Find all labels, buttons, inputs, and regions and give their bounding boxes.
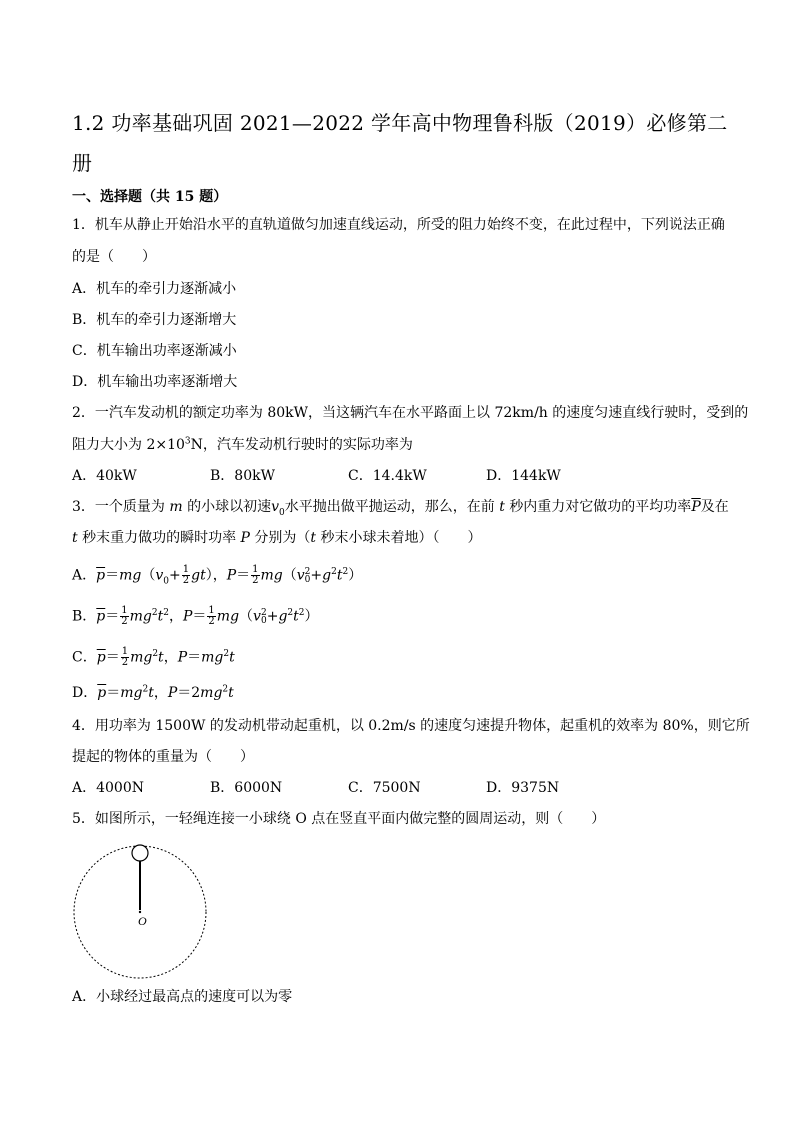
q4-option-a: A．4000N <box>72 780 144 796</box>
q4-stem-line1: 4．用功率为 1500W 的发动机带动起重机，以 0.2m/s 的速度匀速提升物体，起重机的效率为 80%，则它所 <box>72 718 750 734</box>
section-heading: 一、选择题（共 15 题） <box>72 189 228 205</box>
page-title: 1.2 功率基础巩固 2021—2022 学年高中物理鲁科版（2019）必修第二册 <box>72 111 728 175</box>
q2-option-b: B．80kW <box>210 468 275 484</box>
q2-stem-line1: 2．一汽车发动机的额定功率为 80kW，当这辆汽车在水平路面上以 72km/h 的速度匀速直线行驶时，受到的 <box>72 405 749 421</box>
q5-option-a: A．小球经过最高点的速度可以为零 <box>72 989 293 1005</box>
q1-stem-line2: 的是（ ） <box>72 249 156 265</box>
q3-option-b: B．$\overline{p}=$ $\frac{1}{2}$ $mg^2t^2$，P＝ $\frac{1}{2}$ mg（v 2 0 $+g^2t^2$） <box>72 605 319 627</box>
q3-stem-line1: 3．一个质量为 m 的小球以初速$v_0$水平抛出做平抛运动，那么，在前 t 秒内重力对它做功的平均功率$\overline{P}$及在 <box>72 499 729 518</box>
q3-option-a: A．$\overline{p}=mg(v_0+$ $\frac{1}{2}$ gt），P＝ $\frac{1}{2}$ mg（v 2 0 $+g^2t^2$） <box>72 564 363 587</box>
q3-option-c: C．$\overline{p}=$ $\frac{1}{2}$ $mg^2t$，$P=mg^2t$ <box>72 646 235 668</box>
q4-option-d: D．9375N <box>486 780 560 796</box>
q3-option-d: D．$\overline{p}=mg^2t$，$P=2mg^2t$ <box>72 684 234 701</box>
q4-option-c: C．7500N <box>348 780 421 796</box>
q4-stem-line2: 提起的物体的重量为（ ） <box>72 749 254 765</box>
q2-option-a: A．40kW <box>72 468 137 484</box>
q2-option-c: C．14.4kW <box>348 468 427 484</box>
q3-stem-line2: t 秒末重力做功的瞬时功率 P 分别为（t 秒末小球未着地）（ ） <box>72 530 482 546</box>
q2-option-d: D．144kW <box>486 468 561 484</box>
q5-stem: 5．如图所示，一轻绳连接一小球绕 O 点在竖直平面内做完整的圆周运动，则（ ） <box>72 811 606 827</box>
q1-stem-line1: 1．机车从静止开始沿水平的直轨道做匀加速直线运动，所受的阻力始终不变，在此过程中，下列说法正确 <box>72 217 725 233</box>
center-label: O <box>138 914 147 928</box>
q1-option-c: C．机车输出功率逐渐减小 <box>72 343 237 359</box>
q4-option-b: B．6000N <box>210 780 283 796</box>
circular-motion-figure <box>72 838 222 988</box>
center-point <box>139 911 141 913</box>
q1-option-d: D．机车输出功率逐渐增大 <box>72 374 238 390</box>
ball <box>132 845 148 861</box>
q2-stem-line2: 阻力大小为 $2\times 10^3N$，汽车发动机行驶时的实际功率为 <box>72 436 413 453</box>
q1-option-a: A．机车的牵引力逐渐减小 <box>72 281 237 297</box>
q1-option-b: B．机车的牵引力逐渐增大 <box>72 312 237 328</box>
